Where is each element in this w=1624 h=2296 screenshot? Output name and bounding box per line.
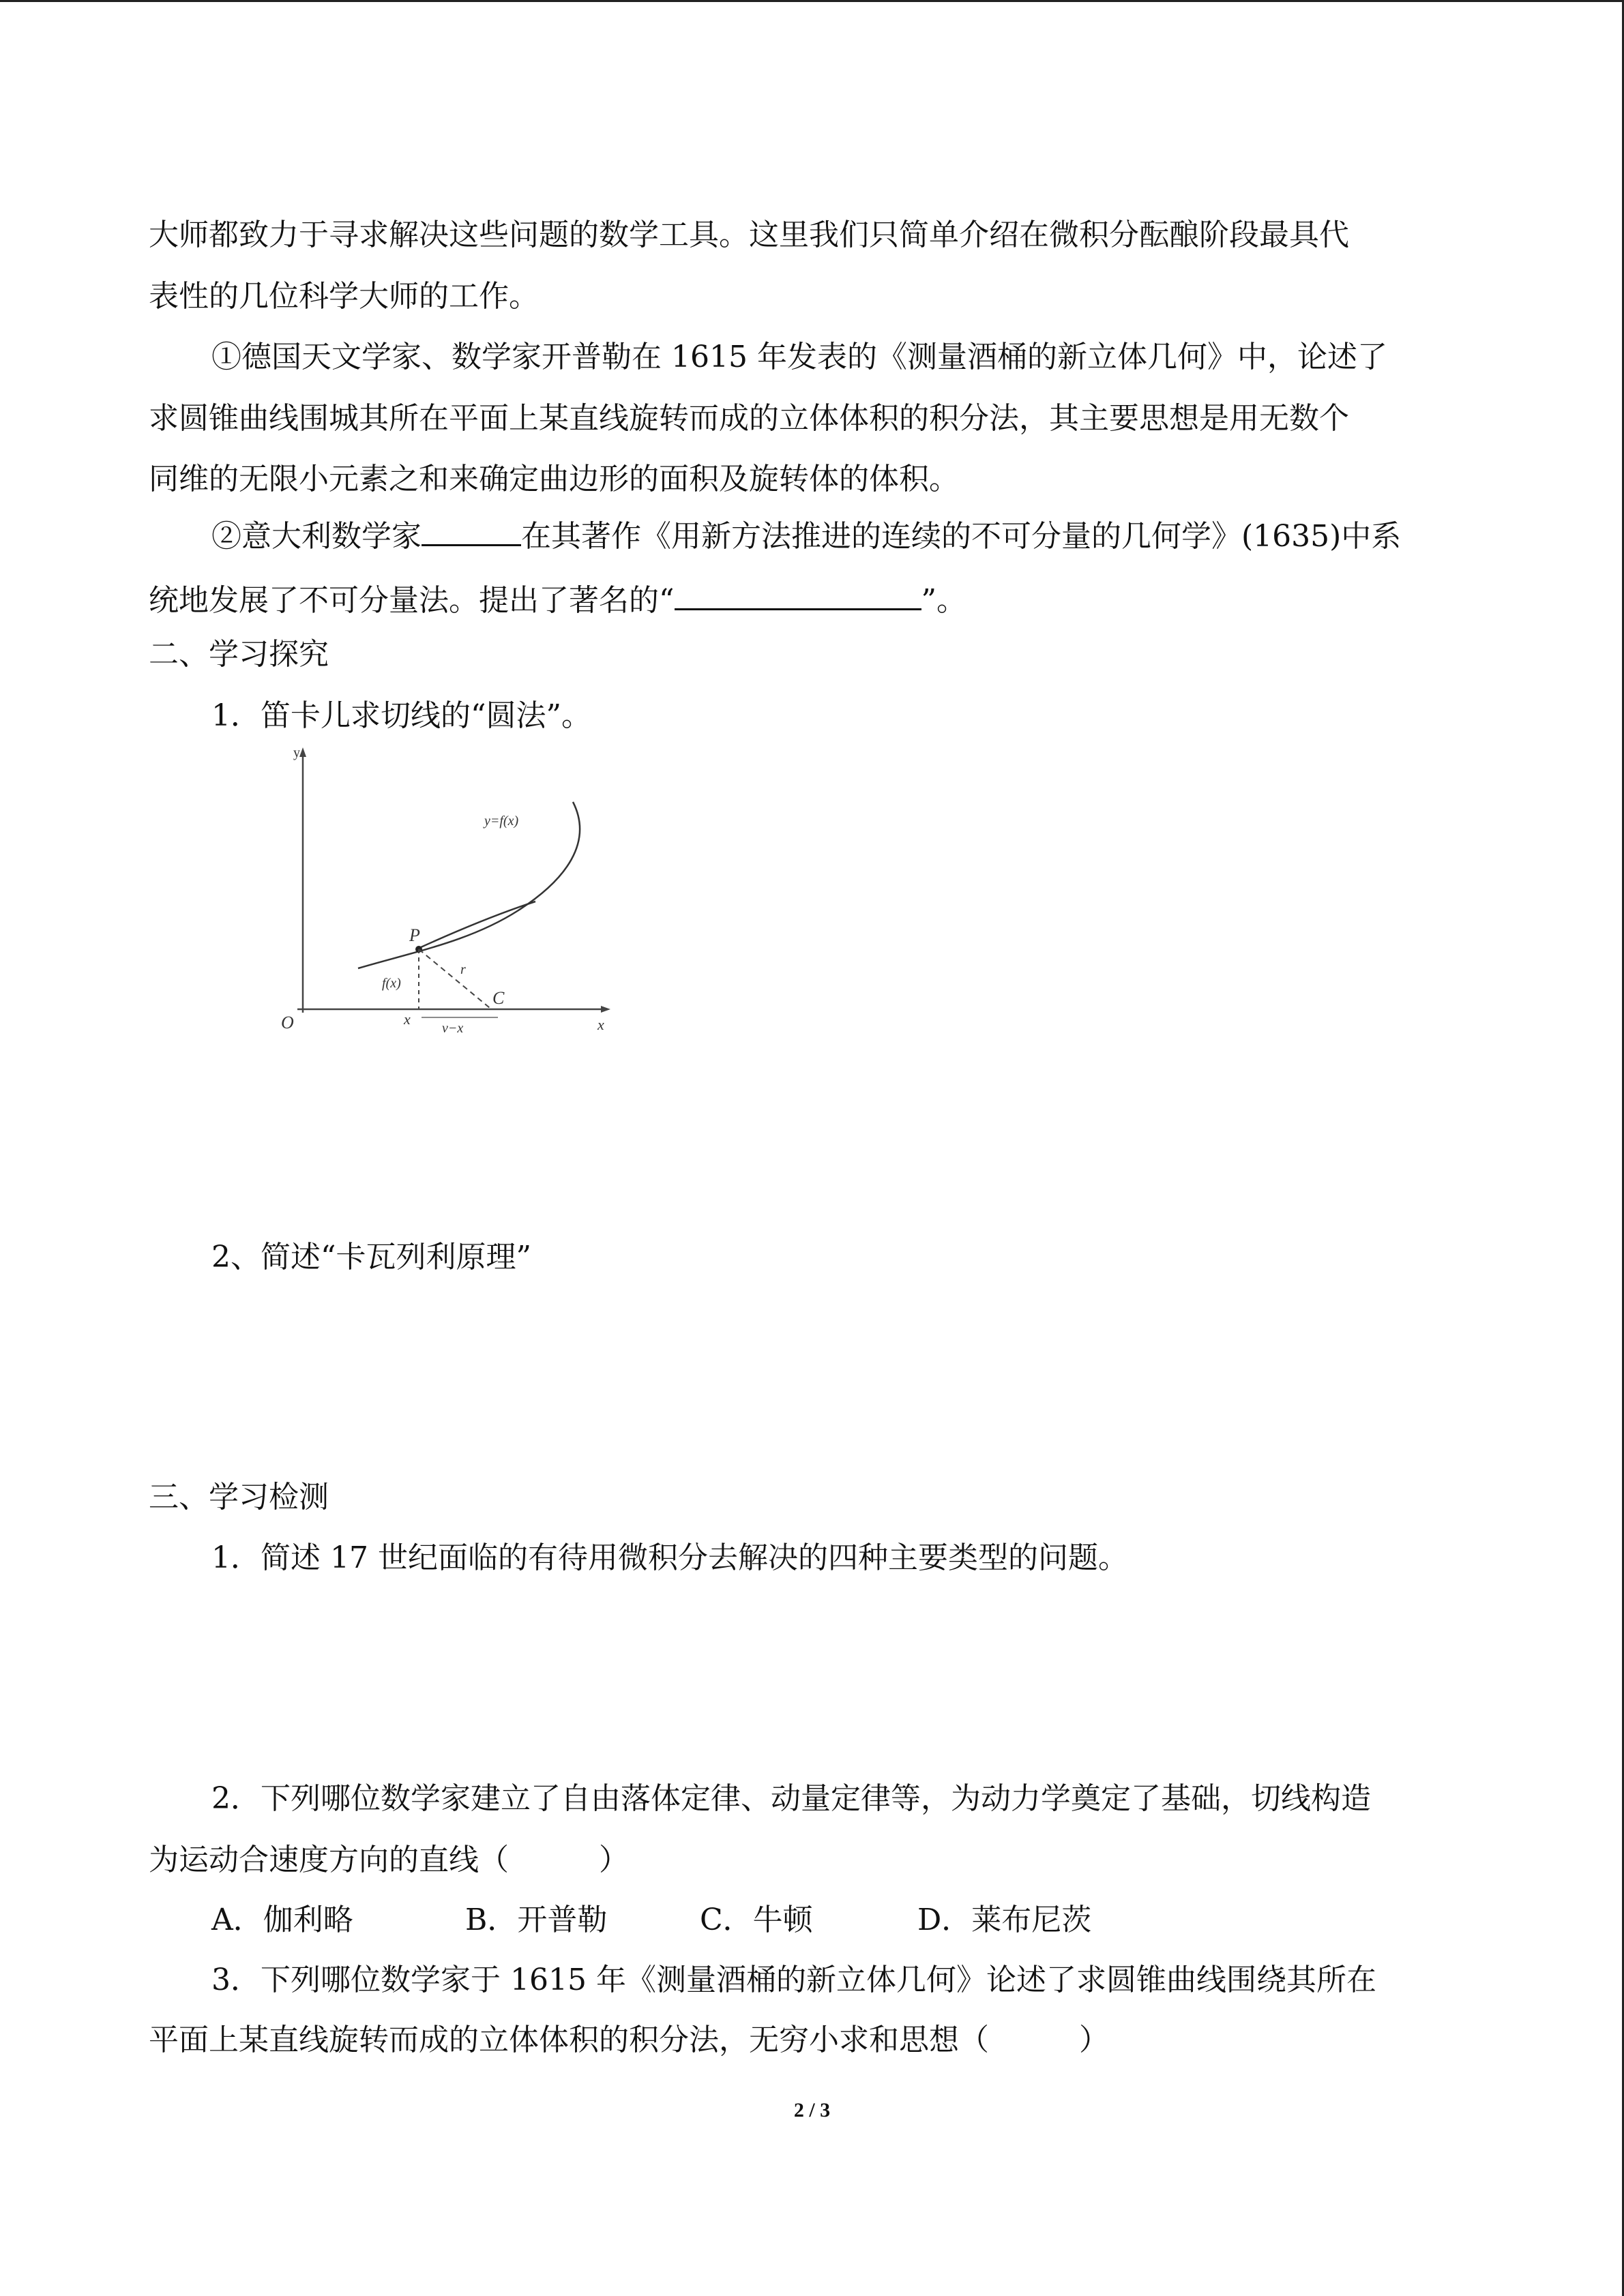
section3-title: 三、学习检测 [149,1480,329,1515]
radius-line [419,949,490,1008]
option-a: A．伽利略 [211,1903,353,1937]
point-c-label: C [492,988,505,1008]
option-c: C．牛顿 [700,1903,813,1937]
x-axis-label: x [597,1016,604,1033]
section2-q2: 2、简述“卡瓦列利原理” [211,1240,531,1274]
section3-q2-line-1: 2．下列哪位数学家建立了自由落体定律、动量定律等，为动力学奠定了基础，切线构造 [211,1781,1371,1816]
intro-line-1: 大师都致力于寻求解决这些问题的数学工具。这里我们只简单介绍在微积分酝酿阶段最具代 [149,218,1349,252]
section3-q1: 1．简述 17 世纪面临的有待用微积分去解决的四种主要类型的问题。 [211,1540,1128,1575]
intro-line-2: 表性的几位科学大师的工作。 [149,279,539,314]
curve-label: y=f(x) [484,814,519,829]
mathematician-blank[interactable] [422,514,521,546]
item2-line-1 [211,514,1401,557]
item1-line-1: ①德国天文学家、数学家开普勒在 1615 年发表的《测量酒桶的新立体几何》中，论述了 [211,340,1387,374]
fx-label: f(x) [382,976,401,991]
circle-method-figure [273,743,628,1043]
item1-line-3: 同维的无限小元素之和来确定曲边形的面积及旋转体的体积。 [149,462,959,496]
principle-blank[interactable] [675,578,921,610]
page-number: 2 / 3 [793,2099,831,2121]
x-point-label: x [404,1011,411,1028]
v-minus-x-label: v−x [442,1021,464,1036]
item2-text-d: ”。 [921,583,966,618]
radius-label: r [460,962,466,977]
y-axis-label: y [293,745,300,760]
section3-q2-line-2: 为运动合速度方向的直线（ ） [149,1843,629,1877]
item2-text-c: 统地发展了不可分量法。提出了著名的“ [149,583,675,618]
x-axis-arrow [601,1006,610,1013]
section3-q3-line-1: 3．下列哪位数学家于 1615 年《测量酒桶的新立体几何》论述了求圆锥曲线围绕其所在 [211,1963,1376,1997]
option-b: B．开普勒 [465,1903,608,1937]
option-d: D．莱布尼茨 [917,1903,1092,1937]
item1-line-2: 求圆锥曲线围城其所在平面上某直线旋转而成的立体体积的积分法，其主要思想是用无数个 [149,401,1349,436]
y-axis-arrow [299,747,306,757]
point-p-label: P [409,925,420,945]
circle-arc [419,901,535,948]
item2-text-a: ②意大利数学家 [211,519,422,554]
section2-q1: 1．笛卡儿求切线的“圆法”。 [211,698,591,733]
function-curve [358,802,580,968]
item2-text-b: 在其著作《用新方法推进的连续的不可分量的几何学》(1635)中系 [521,519,1402,554]
item2-line-2 [149,578,966,621]
section3-q3-line-2: 平面上某直线旋转而成的立体体积的积分法，无穷小求和思想（ ） [149,2023,1109,2057]
origin-label: O [281,1013,294,1032]
section2-title: 二、学习探究 [149,637,329,672]
